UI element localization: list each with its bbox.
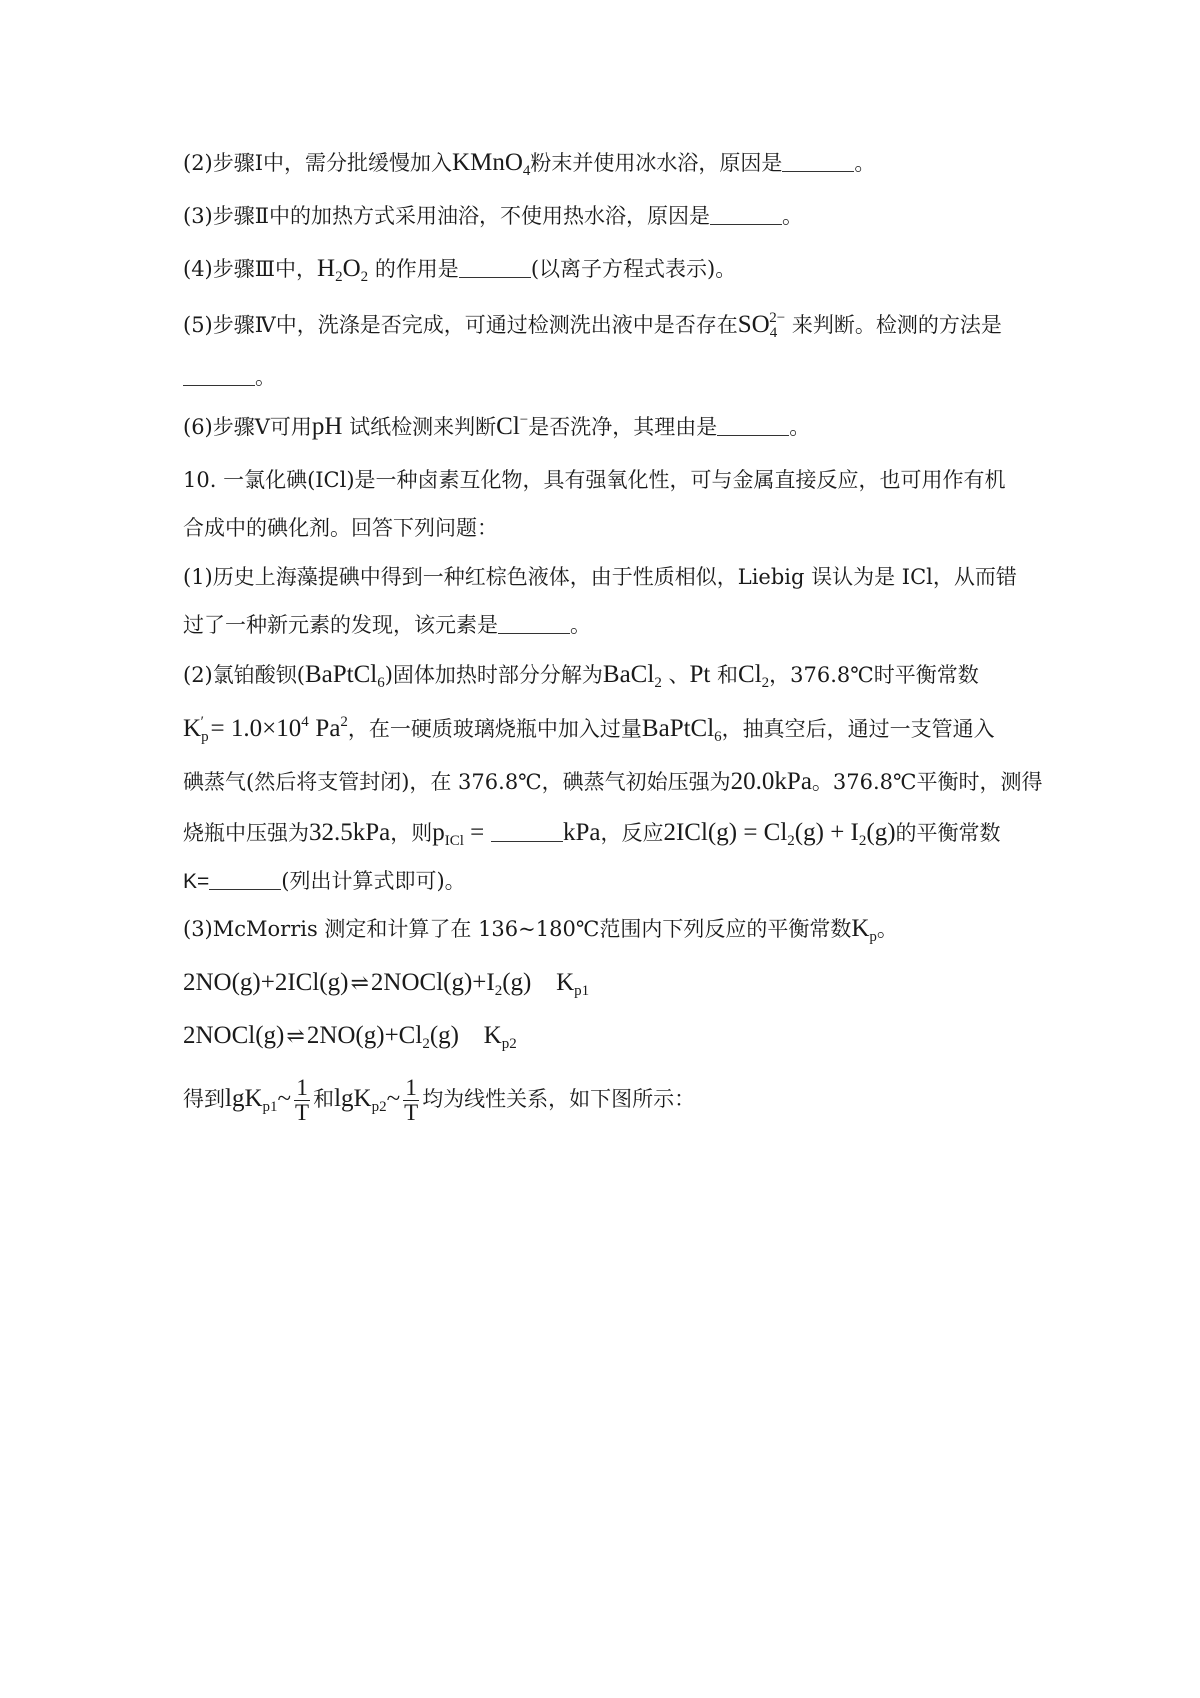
q10-part3: (3)McMorris 测定和计算了在 136~180℃范围内下列反应的平衡常数$K_p$。 bbox=[183, 915, 898, 945]
formula-pt: Pt bbox=[689, 661, 711, 688]
formula-p-icl: $p_{ICl}$ = bbox=[432, 819, 485, 849]
formula-baptcl6: BaPtCl$_6$ bbox=[641, 715, 722, 745]
formula-kp1: $K_{p1}$ bbox=[556, 969, 590, 999]
q9-part2: (2)步骤Ⅰ中，需分批缓慢加入KMnO$_4$粉末并使用冰水浴，原因是 。 bbox=[183, 149, 876, 179]
q10-part1-cont: 过了一种新元素的发现，该元素是 。 bbox=[183, 613, 591, 637]
fraction-1-over-t: $\frac{1}{T}$ bbox=[295, 1075, 310, 1125]
formula-so4: $SO_4^{2-}$ bbox=[737, 310, 786, 341]
q9-part6: (6)步骤Ⅴ可用pH 试纸检测来判断Cl−是否洗净，其理由是 。 bbox=[183, 412, 811, 440]
formula-lgkp2: lgK$_{p2}$~ bbox=[334, 1085, 401, 1115]
q9-part5-cont: 。 bbox=[183, 362, 1030, 392]
formula-ph: pH bbox=[311, 413, 343, 440]
answer-blank[interactable] bbox=[209, 871, 281, 890]
q10-part2-line2: $K_p' = 1.0\times 10^4$ Pa$^2$，在一硬质玻璃烧瓶中加入过量BaPtCl$_6$，抽真空后，通过一支管通入 bbox=[183, 714, 995, 745]
q10-part2-line4: 烧瓶中压强为32.5kPa，则$p_{ICl}$ = kPa，反应$2ICl(g) = Cl_2(g) + I_2(g)$的平衡常数 bbox=[183, 819, 1001, 849]
kp-value: = 1.0×10 bbox=[210, 715, 302, 742]
answer-blank[interactable] bbox=[498, 615, 570, 634]
equilibrium-arrow-icon: ⇌ bbox=[286, 1024, 305, 1049]
equilibrium-pressure: 32.5kPa bbox=[309, 819, 391, 846]
q10-part2-line5: K= (列出计算式即可)。 bbox=[183, 869, 466, 893]
formula-cl-minus: Cl− bbox=[496, 412, 529, 440]
formula-kmno4: KMnO$_4$ bbox=[452, 149, 531, 179]
q10-part2: (2)氯铂酸钡(BaPtCl$_6$)固体加热时部分分解为BaCl$_2$ 、Pt 和$Cl_2$，376.8℃时平衡常数 bbox=[183, 661, 979, 691]
formula-lgkp1: lgK$_{p1}$~ bbox=[225, 1085, 292, 1115]
answer-blank[interactable] bbox=[710, 206, 782, 225]
answer-blank[interactable] bbox=[782, 153, 854, 172]
q9-part3: (3)步骤Ⅱ中的加热方式采用油浴，不使用热水浴，原因是 。 bbox=[183, 204, 804, 228]
fraction-1-over-t: $\frac{1}{T}$ bbox=[404, 1075, 419, 1125]
answer-blank[interactable] bbox=[459, 259, 531, 278]
reaction-1: $2NO(g)+2ICl(g)\rightleftharpoons 2NOCl(g)+I_2(g)$ $K_{p1}$ bbox=[183, 969, 590, 999]
answer-blank[interactable] bbox=[491, 823, 563, 842]
answer-blank[interactable] bbox=[183, 367, 255, 386]
initial-pressure: 20.0kPa bbox=[730, 768, 812, 795]
formula-cl2: $Cl_2$ bbox=[738, 661, 770, 691]
formula-kp: $K_p$ bbox=[851, 915, 877, 945]
q10-part1: (1)历史上海藻提碘中得到一种红棕色液体，由于性质相似，Liebig 误认为是 ICl，从而错 bbox=[183, 565, 1017, 589]
q10-part3-conclusion: 得到lgK$_{p1}$~ $\frac{1}{T}$ 和lgK$_{p2}$~ $\frac{1}{T}$ 均为线性关系，如下图所示： bbox=[183, 1075, 696, 1125]
q10-intro-line1: 10. 一氯化碘(ICl)是一种卤素互化物，具有强氧化性，可与金属直接反应，也可用作有机 bbox=[183, 468, 1006, 492]
formula-h2o2: $H_2O_2$ bbox=[317, 255, 369, 285]
q10-intro-line2: 合成中的碘化剂。回答下列问题： bbox=[183, 516, 498, 540]
formula-bacl2: BaCl$_2$ bbox=[602, 661, 662, 691]
reaction-equation: $2ICl(g) = Cl_2(g) + I_2(g)$ bbox=[663, 819, 896, 849]
equilibrium-arrow-icon: ⇌ bbox=[350, 971, 369, 996]
q9-part5: (5)步骤Ⅳ中，洗涤是否完成，可通过检测洗出液中是否存在$SO_4^{2-}$ 来判断。检测的方法是 bbox=[183, 310, 1002, 341]
formula-baptcl6: BaPtCl$_6$ bbox=[304, 661, 385, 691]
q10-part2-line3: 碘蒸气(然后将支管封闭)，在 376.8℃，碘蒸气初始压强为20.0kPa。376.8℃平衡时，测得 bbox=[183, 768, 1043, 795]
q9-part4: (4)步骤Ⅲ中，$H_2O_2$ 的作用是 (以离子方程式表示)。 bbox=[183, 255, 737, 285]
formula-kp2: $K_{p2}$ bbox=[483, 1022, 517, 1052]
formula-kp-prime: $K_p'$ bbox=[183, 714, 209, 745]
answer-blank[interactable] bbox=[717, 417, 789, 436]
reaction-2: $2NOCl(g)\rightleftharpoons 2NO(g)+Cl_2(g)$ $K_{p2}$ bbox=[183, 1022, 517, 1052]
